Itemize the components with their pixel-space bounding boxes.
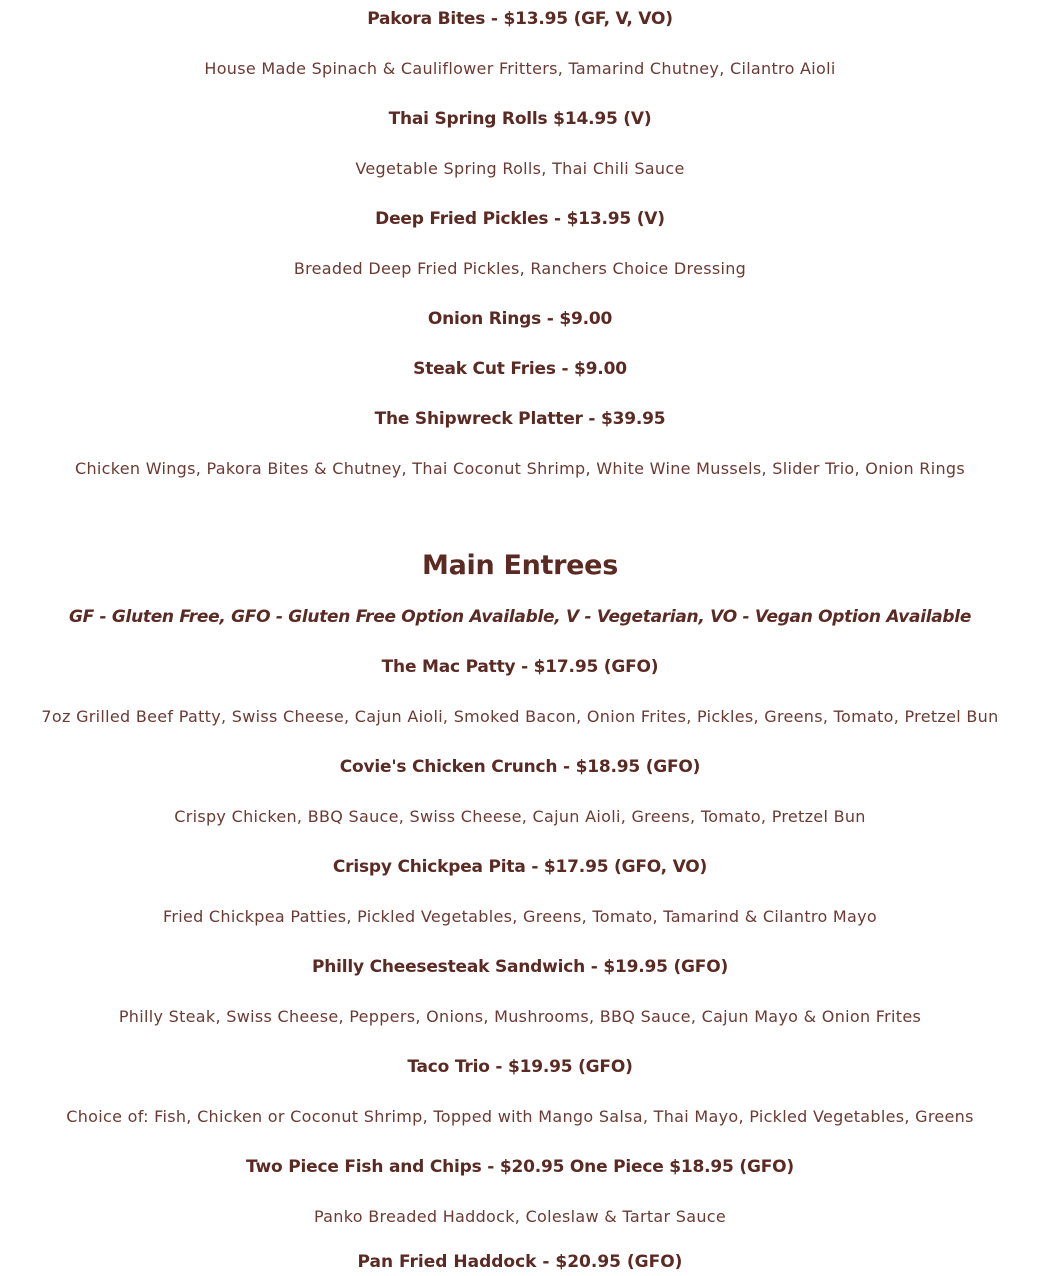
menu-item-description: Crispy Chicken, BBQ Sauce, Swiss Cheese, Cajun Aioli, Greens, Tomato, Pretzel Bun xyxy=(174,807,866,826)
menu-item-title: Onion Rings - $9.00 xyxy=(427,309,613,329)
menu-item-description: Panko Breaded Haddock, Coleslaw & Tartar Sauce xyxy=(313,1207,727,1226)
menu-item-title: Taco Trio - $19.95 (GFO) xyxy=(407,1057,633,1077)
menu-item-title: Thai Spring Rolls $14.95 (V) xyxy=(388,109,652,129)
menu-item-title: Two Piece Fish and Chips - $20.95 One Piece $18.95 (GFO) xyxy=(246,1157,794,1177)
menu-item-title: Crispy Chickpea Pita - $17.95 (GFO, VO) xyxy=(332,857,708,877)
menu-item-partial xyxy=(0,1248,1040,1272)
menu-item-description: Chicken Wings, Pakora Bites & Chutney, Thai Coconut Shrimp, White Wine Mussels, Slider Trio, Onion Rings xyxy=(75,459,965,478)
menu-item-title: Steak Cut Fries - $9.00 xyxy=(413,359,627,379)
menu-item-description: Choice of: Fish, Chicken or Coconut Shrimp, Topped with Mango Salsa, Thai Mayo, Pickled Vegetables, Greens xyxy=(66,1107,974,1126)
section-heading: Main Entrees xyxy=(422,550,618,581)
menu-item-description: 7oz Grilled Beef Patty, Swiss Cheese, Cajun Aioli, Smoked Bacon, Onion Frites, Pickles, Greens, Tomato, Pretzel Bun xyxy=(41,707,999,726)
dietary-legend: GF - Gluten Free, GFO - Gluten Free Option Available, V - Vegetarian, VO - Vegan Option Available xyxy=(68,607,972,627)
menu-item-title: Deep Fried Pickles - $13.95 (V) xyxy=(375,209,665,229)
menu-item-description: House Made Spinach & Cauliflower Fritters, Tamarind Chutney, Cilantro Aioli xyxy=(204,59,836,78)
menu-item-title: Pan Fried Haddock - $20.95 (GFO) xyxy=(357,1252,683,1272)
menu-item-description: Fried Chickpea Patties, Pickled Vegetables, Greens, Tomato, Tamarind & Cilantro Mayo xyxy=(162,907,878,926)
menu-item-description: Breaded Deep Fried Pickles, Ranchers Choice Dressing xyxy=(293,259,747,278)
menu-item-title: The Shipwreck Platter - $39.95 xyxy=(374,409,666,429)
menu-item-title: Philly Cheesesteak Sandwich - $19.95 (GFO) xyxy=(311,957,729,977)
menu-item-description: Philly Steak, Swiss Cheese, Peppers, Onions, Mushrooms, BBQ Sauce, Cajun Mayo & Onion Frites xyxy=(118,1007,922,1026)
menu-item-title: Pakora Bites - $13.95 (GF, V, VO) xyxy=(367,9,673,29)
menu-item-title: Covie's Chicken Crunch - $18.95 (GFO) xyxy=(339,757,701,777)
menu-item-title: The Mac Patty - $17.95 (GFO) xyxy=(381,657,659,677)
menu-item-description: Vegetable Spring Rolls, Thai Chili Sauce xyxy=(355,159,685,178)
